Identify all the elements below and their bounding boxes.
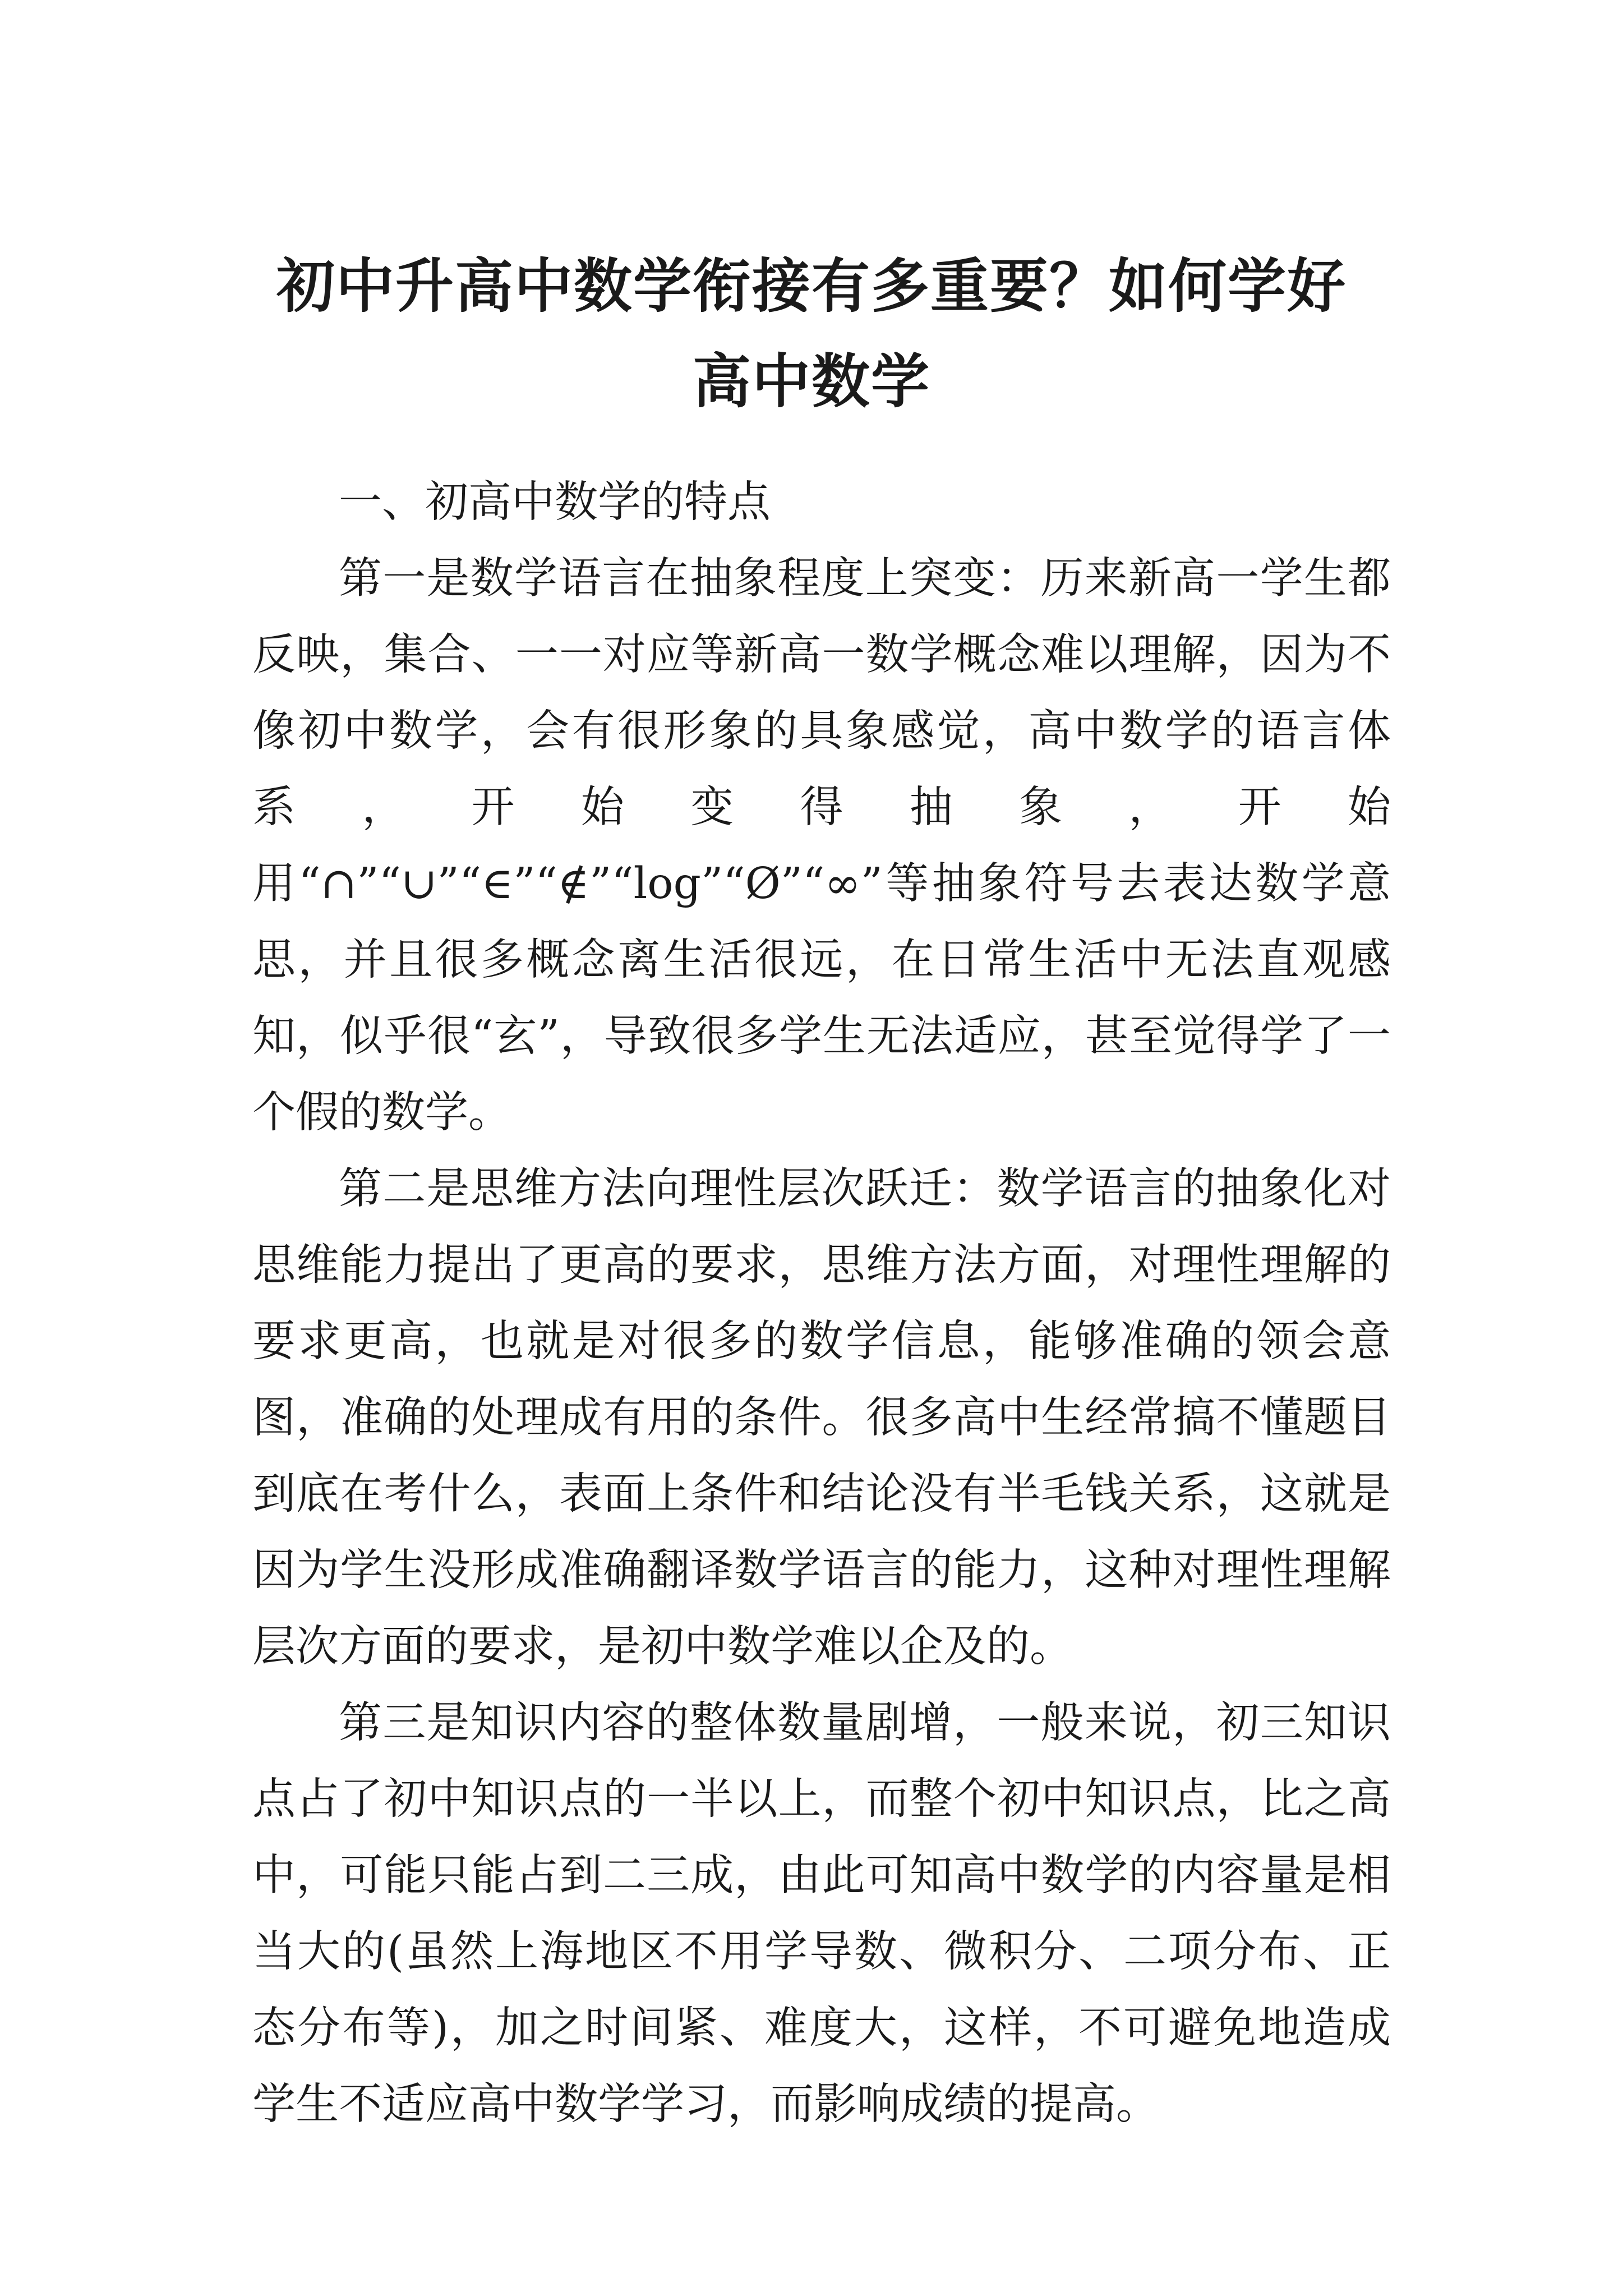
paragraph-1: 第一是数学语言在抽象程度上突变：历来新高一学生都反映，集合、一一对应等新高一数学概念难以理解，因为不像初中数学，会有很形象的具象感觉，高中数学的语言体系，开始变得抽象，开始用“∩”“∪”“∈”“∉”“log”“Ø”“∞”等抽象符号去表达数学意思，并且很多概念离生活很远，在日常生活中无法直观感知，似乎很“玄”，导致很多学生无法适应，甚至觉得学了一个假的数学。 [252, 554, 1391, 1138]
title-line-1: 初中升高中数学衔接有多重要？如何学好 [276, 251, 1347, 320]
title-line-2: 高中数学 [692, 347, 930, 416]
document-title [168, 238, 1455, 429]
document-body [252, 464, 1391, 2143]
paragraph-2: 第二是思维方法向理性层次跃迁：数学语言的抽象化对思维能力提出了更高的要求，思维方法方面，对理性理解的要求更高，也就是对很多的数学信息，能够准确的领会意图，准确的处理成有用的条件。很多高中生经常搞不懂题目到底在考什么，表面上条件和结论没有半毛钱关系，这就是因为学生没形成准确翻译数学语言的能力，这种对理性理解层次方面的要求，是初中数学难以企及的。 [252, 1164, 1391, 1672]
section-heading: 一、初高中数学的特点 [339, 477, 771, 527]
paragraph-3: 第三是知识内容的整体数量剧增，一般来说，初三知识点占了初中知识点的一半以上，而整个初中知识点，比之高中，可能只能占到二三成，由此可知高中数学的内容量是相当大的(虽然上海地区不用学导数、微积分、二项分布、正态分布等)，加之时间紧、难度大，这样，不可避免地造成学生不适应高中数学学习，而影响成绩的提高。 [252, 1698, 1391, 2129]
